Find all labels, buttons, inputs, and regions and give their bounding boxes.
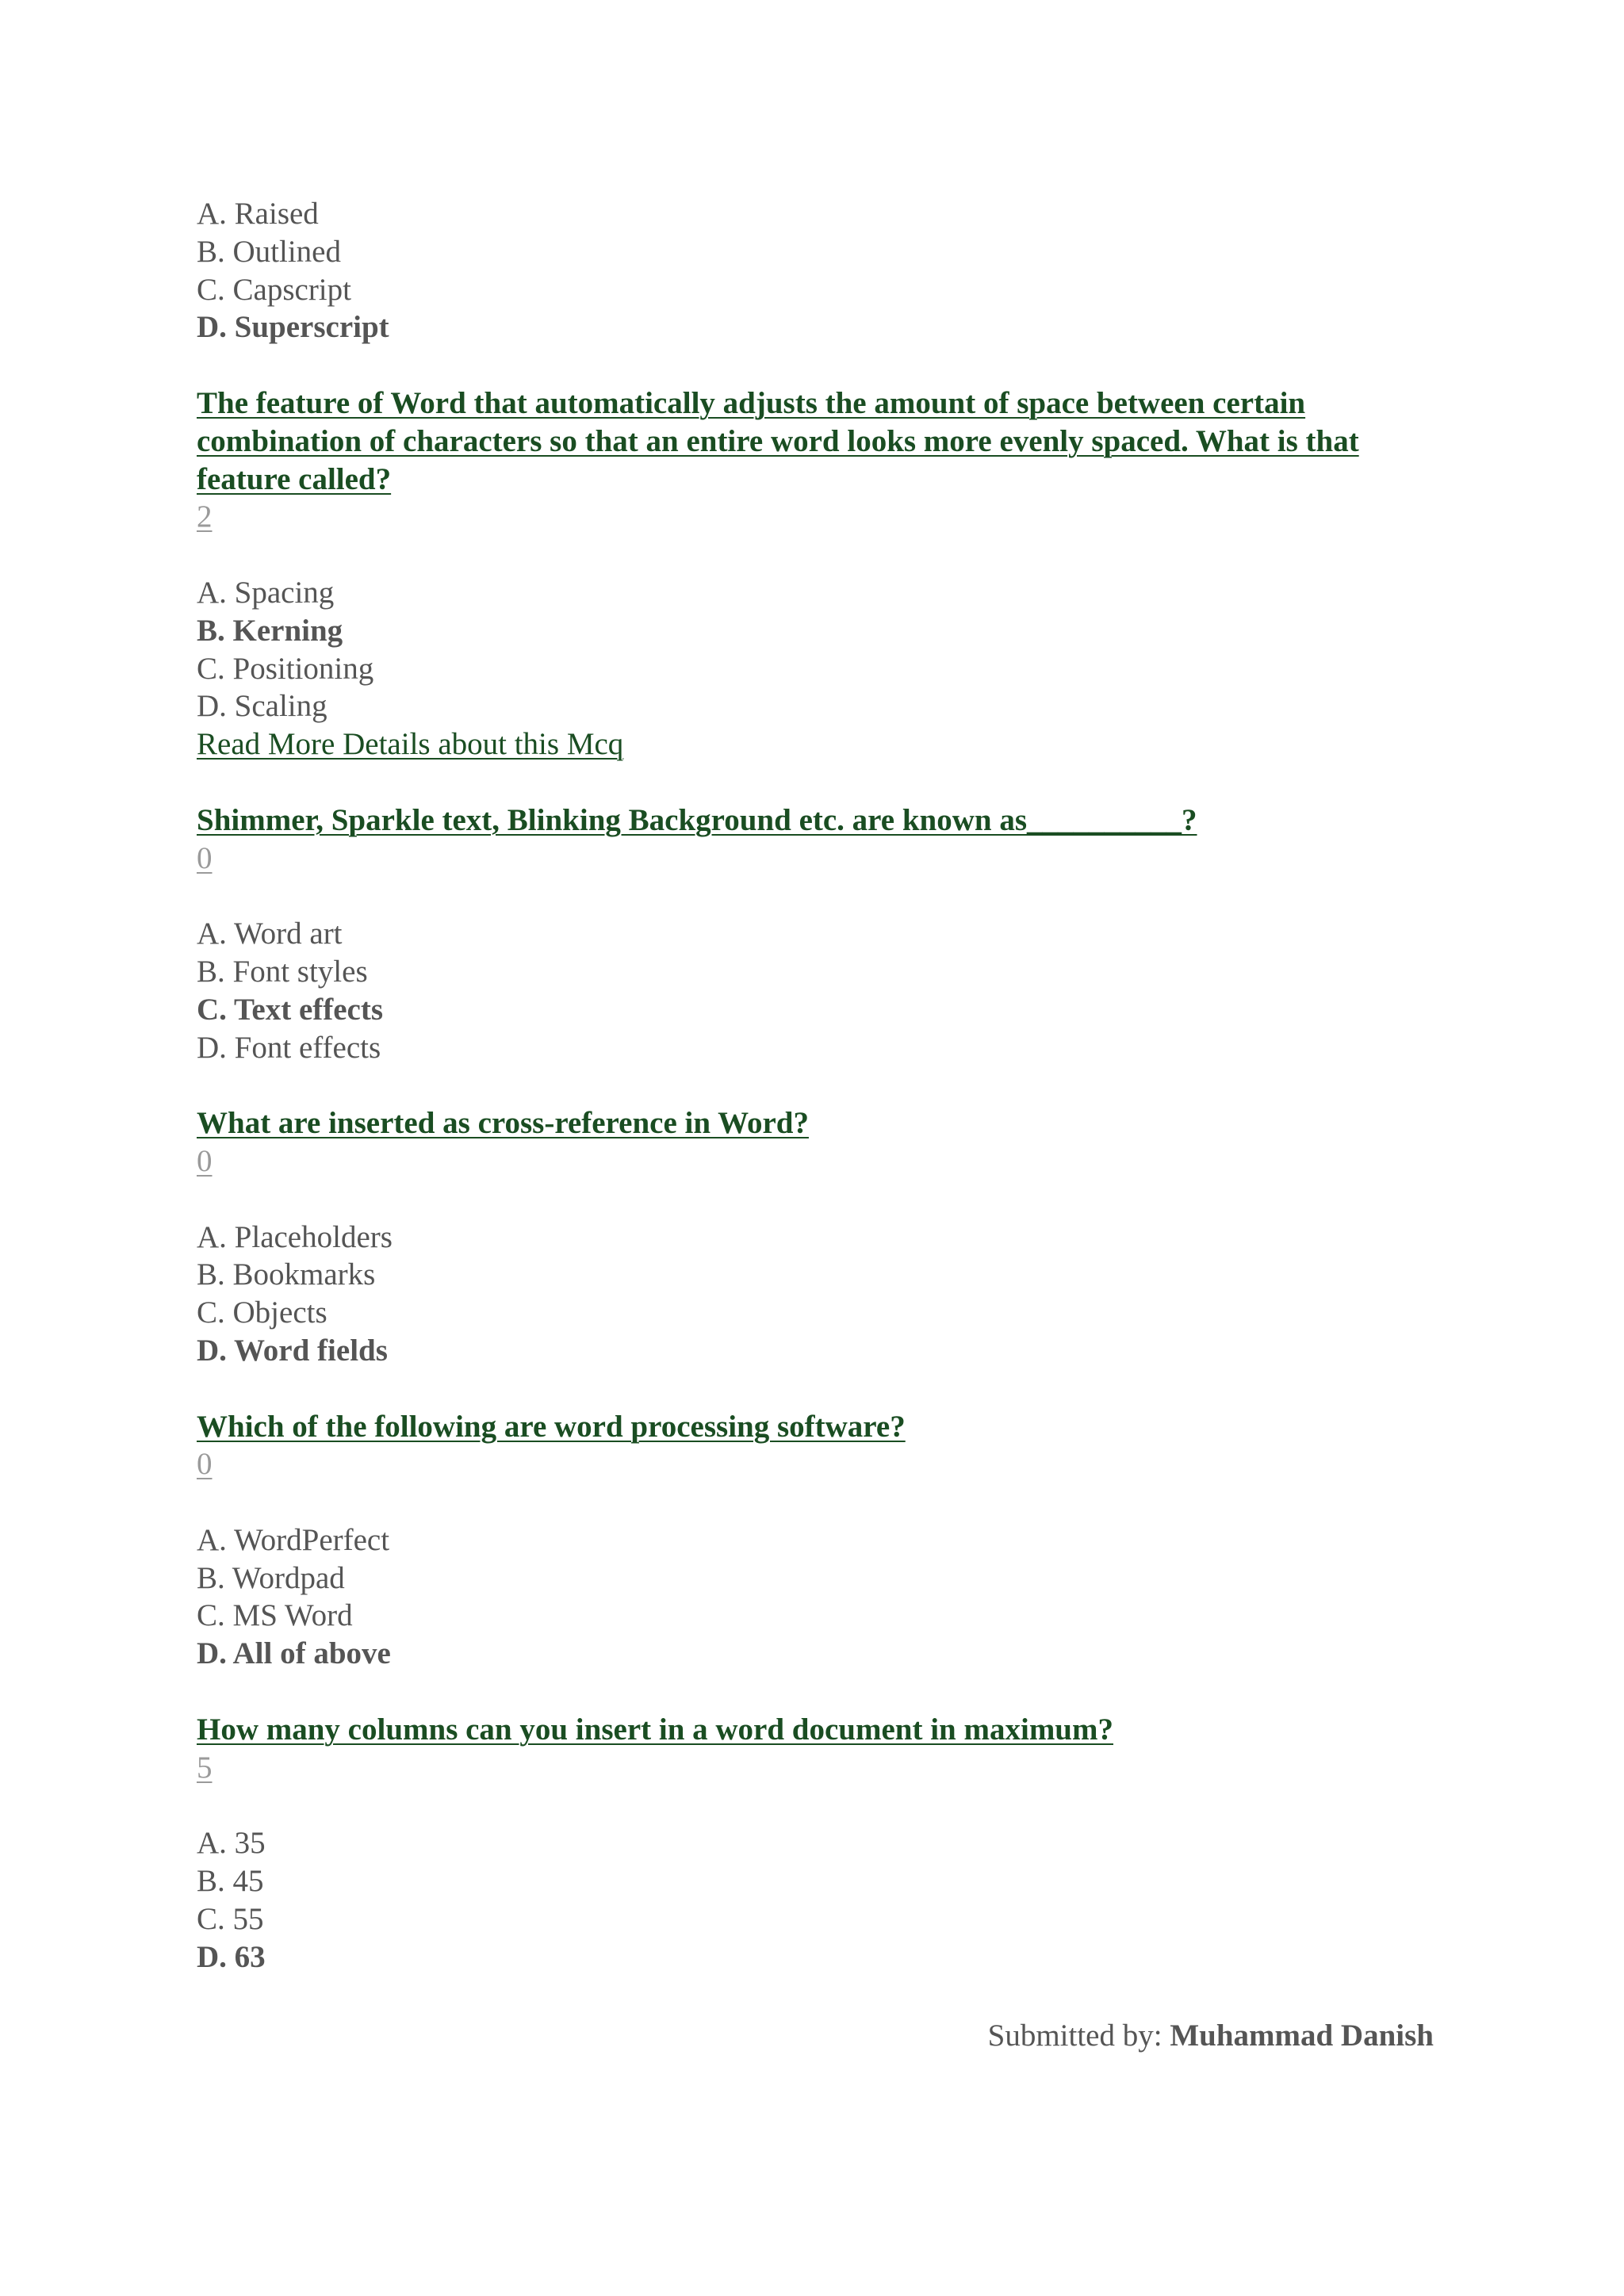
answer-count-link[interactable]: 2 xyxy=(197,499,213,534)
option-c: C. Positioning xyxy=(197,651,374,686)
option-a: A. Placeholders xyxy=(197,1219,393,1254)
spacer xyxy=(197,1181,1434,1219)
option-c: C. Objects xyxy=(197,1295,327,1330)
submitted-by xyxy=(197,2017,1434,2055)
submitter-name: Muhammad Danish xyxy=(1170,2019,1434,2053)
answer-count-link[interactable]: 0 xyxy=(197,1143,213,1178)
spacer xyxy=(197,1786,1434,1824)
read-more-details-link[interactable]: Read More Details about this Mcq xyxy=(197,727,624,762)
option-c: C. Capscript xyxy=(197,272,351,307)
spacer xyxy=(197,1483,1434,1521)
question-link[interactable]: Which of the following are word processing software? xyxy=(197,1409,906,1444)
spacer xyxy=(197,1066,1434,1104)
option-d-correct: D. Superscript xyxy=(197,310,389,345)
mcq-block-1 xyxy=(197,385,1434,763)
mcq-block-5 xyxy=(197,1711,1434,1976)
spacer xyxy=(197,877,1434,915)
answer-count-link[interactable]: 5 xyxy=(197,1750,213,1785)
option-d-correct: D. All of above xyxy=(197,1636,391,1671)
option-a: A. WordPerfect xyxy=(197,1522,390,1557)
option-c: C. 55 xyxy=(197,1901,264,1936)
option-b: B. Outlined xyxy=(197,234,341,269)
question-link[interactable]: The feature of Word that automatically adjusts the amount of space between certain combination of characters so that an entire word looks more evenly spaced. What is that feature called? xyxy=(197,385,1359,496)
option-d-correct: D. 63 xyxy=(197,1939,266,1974)
mcq-block-4 xyxy=(197,1408,1434,1674)
option-d-correct: D. Word fields xyxy=(197,1333,388,1368)
option-b: B. Font styles xyxy=(197,954,368,989)
question-link[interactable]: What are inserted as cross-reference in Word? xyxy=(197,1106,809,1141)
mcq-document xyxy=(197,195,1434,2055)
option-b: B. Bookmarks xyxy=(197,1257,376,1292)
option-b: B. Wordpad xyxy=(197,1560,345,1595)
question-link[interactable]: How many columns can you insert in a word document in maximum? xyxy=(197,1712,1113,1747)
option-a: A. Spacing xyxy=(197,575,335,610)
mcq-block-2 xyxy=(197,802,1434,1067)
option-c-correct: C. Text effects xyxy=(197,992,384,1027)
submitted-label: Submitted by: xyxy=(987,2019,1170,2053)
option-a: A. 35 xyxy=(197,1826,266,1861)
answer-count-link[interactable]: 0 xyxy=(197,1447,213,1482)
answer-count-link[interactable]: 0 xyxy=(197,840,213,875)
option-a: A. Word art xyxy=(197,916,343,951)
spacer xyxy=(197,536,1434,574)
option-d: D. Scaling xyxy=(197,689,327,724)
spacer xyxy=(197,763,1434,802)
option-c: C. MS Word xyxy=(197,1598,353,1633)
mcq-block-3 xyxy=(197,1104,1434,1370)
spacer xyxy=(197,1370,1434,1408)
option-b: B. 45 xyxy=(197,1864,264,1899)
option-d: D. Font effects xyxy=(197,1030,381,1065)
option-list-top xyxy=(197,195,1434,346)
spacer xyxy=(197,346,1434,385)
spacer xyxy=(197,1673,1434,1711)
option-a: A. Raised xyxy=(197,197,319,231)
question-link[interactable]: Shimmer, Sparkle text, Blinking Background etc. are known as__________? xyxy=(197,802,1197,837)
option-b-correct: B. Kerning xyxy=(197,613,343,648)
